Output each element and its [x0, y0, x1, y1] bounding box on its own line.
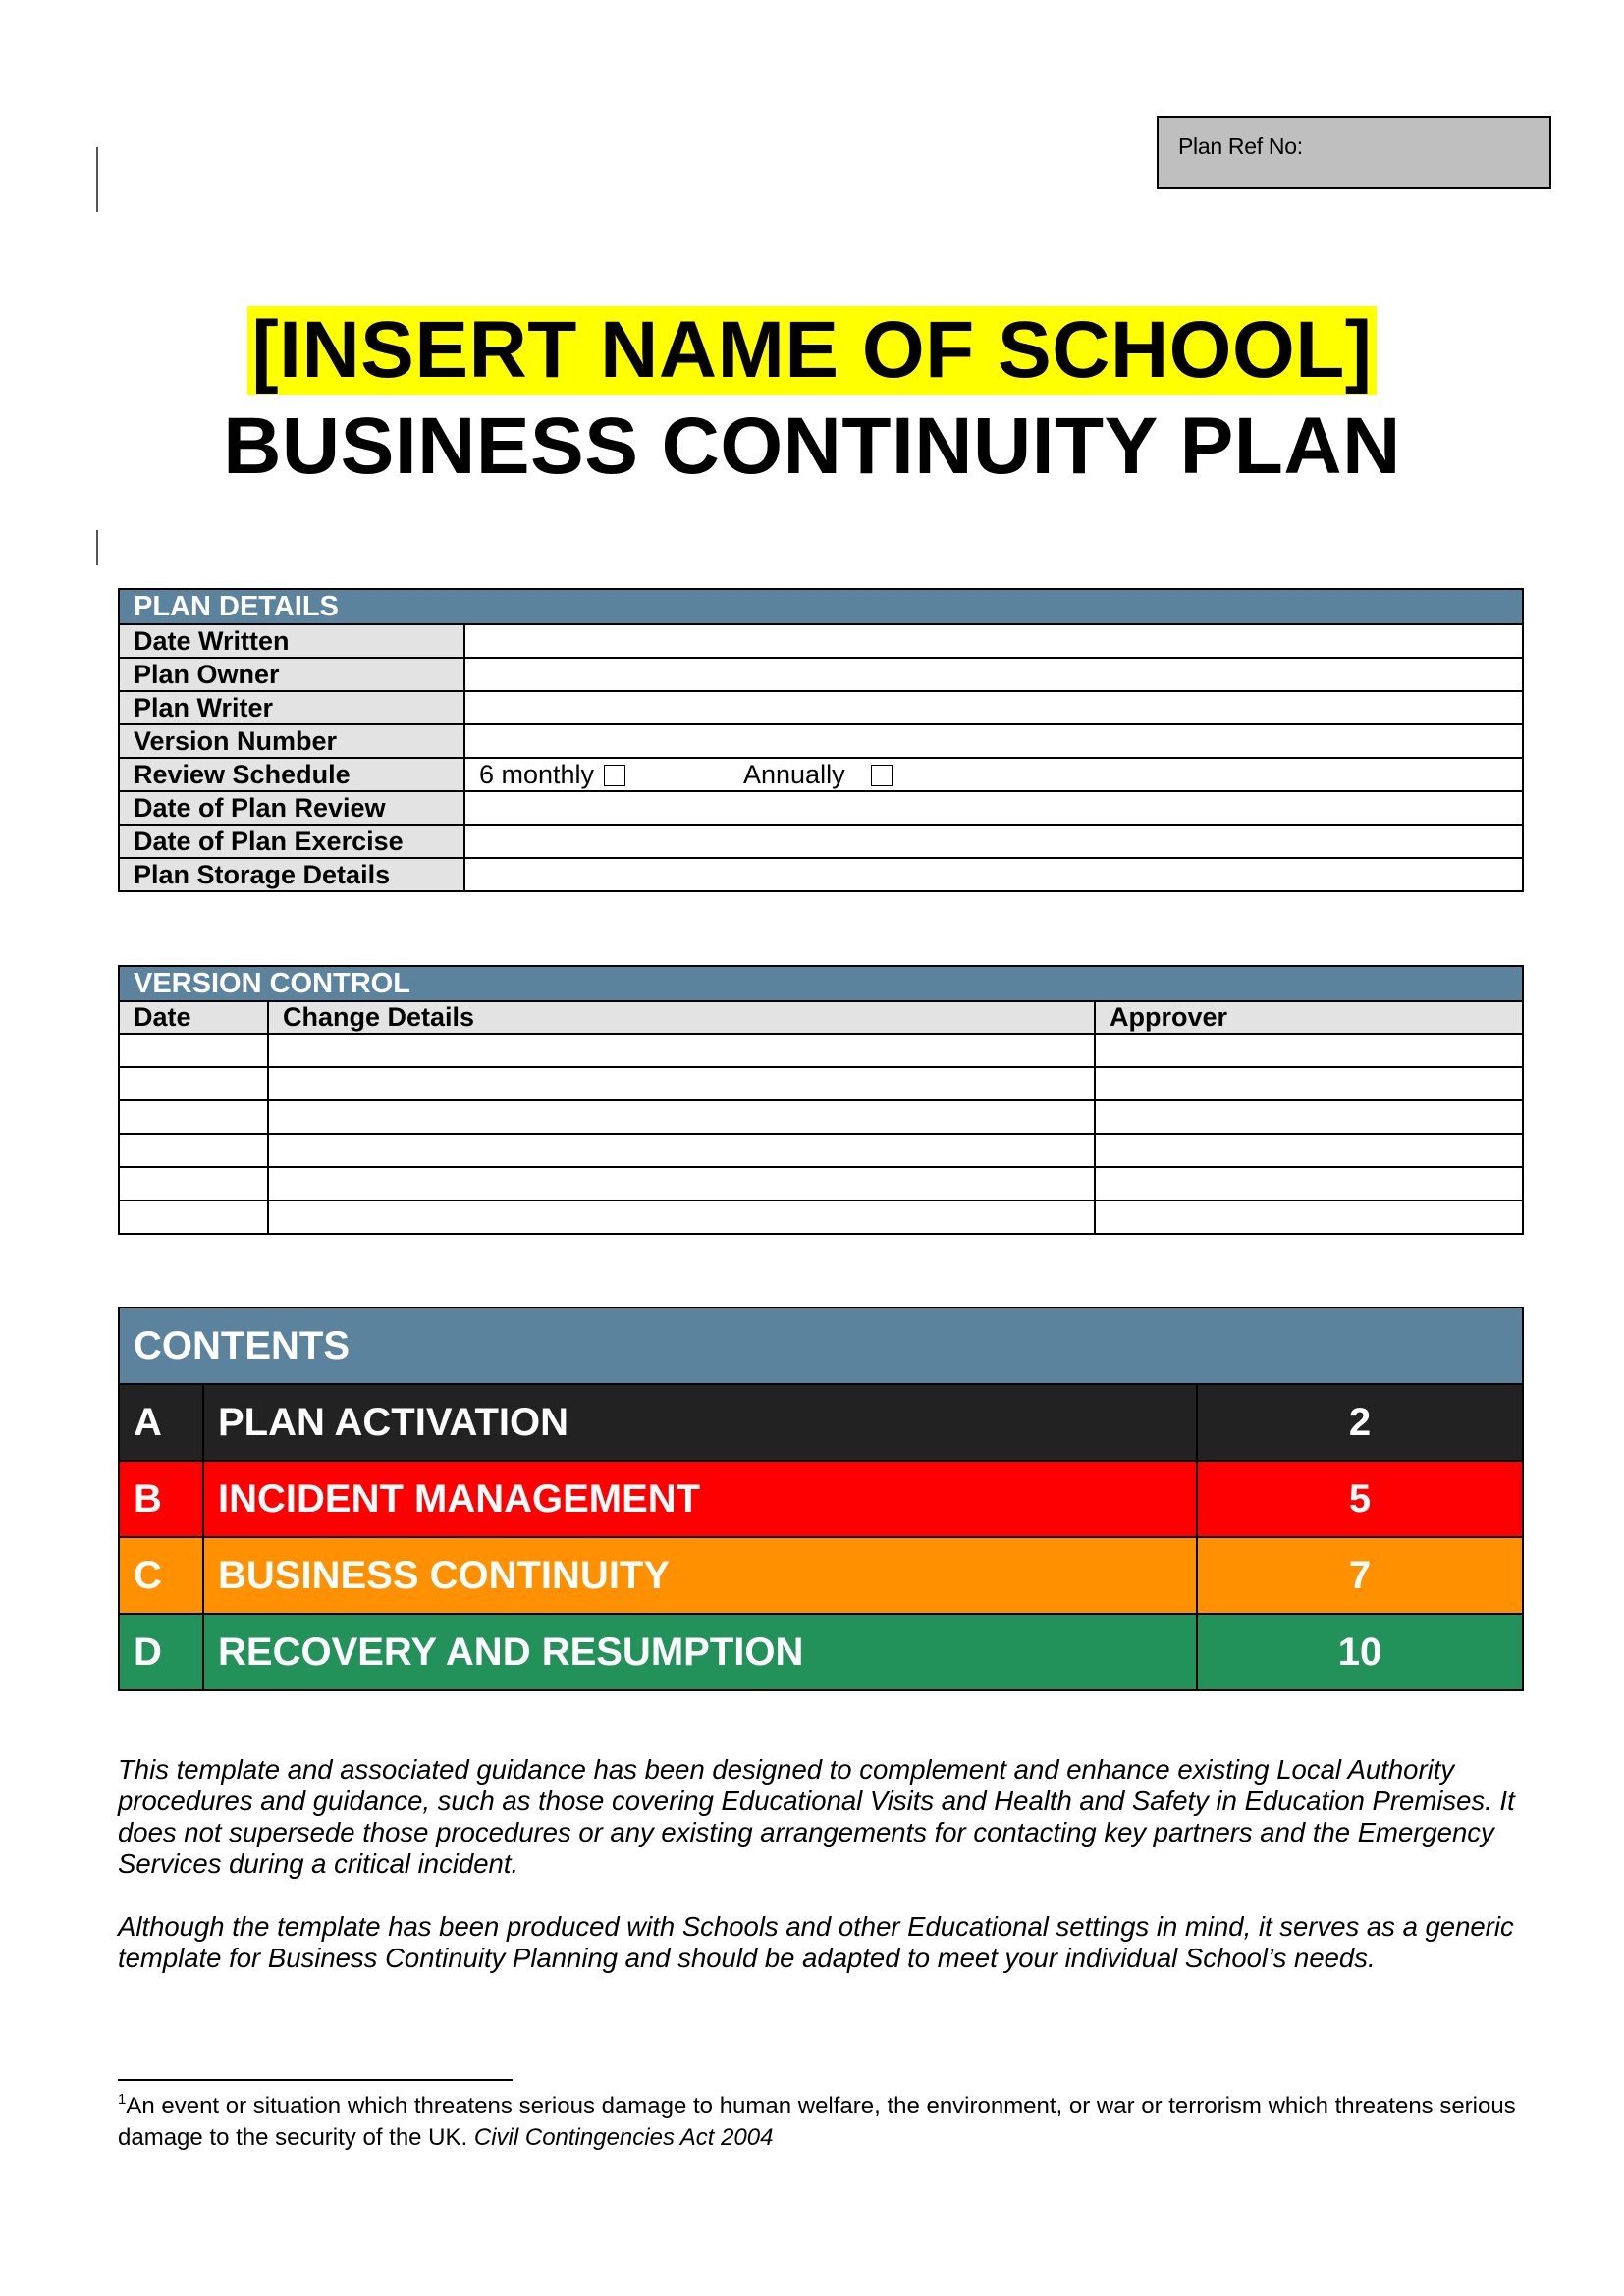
table-row [119, 1100, 1523, 1134]
column-header-approver: Approver [1095, 1001, 1523, 1034]
change-details-cell[interactable] [268, 1134, 1095, 1167]
approver-cell[interactable] [1095, 1034, 1523, 1067]
version-date-cell[interactable] [119, 1067, 268, 1100]
section-title: INCIDENT MANAGEMENT [203, 1461, 1197, 1537]
date-of-plan-review-field[interactable] [464, 791, 1523, 825]
margin-mark-top [96, 147, 98, 212]
date-of-plan-exercise-field[interactable] [464, 825, 1523, 858]
guidance-paragraph: Although the template has been produced with Schools and other Educational settings in mind, it serves as a generic template for Business Continuity Planning and should be adapted to meet your individual School’s needs. [118, 1911, 1514, 1973]
guidance-paragraph: This template and associated guidance has been designed to complement and enhance existing Local Authority procedures and guidance, such as those covering Educational Visits and Health and Safety in Education Premises. It does not supersede those procedures or any existing arrangements for contacting key partners and the Emergency Services during a critical incident. [118, 1754, 1515, 1879]
plan-details-table [118, 588, 1524, 892]
version-number-field[interactable] [464, 724, 1523, 758]
version-control-heading: VERSION CONTROL [119, 966, 1523, 1001]
plan-ref-box[interactable] [1157, 116, 1551, 189]
row-label-date-of-plan-exercise: Date of Plan Exercise [119, 825, 464, 858]
version-date-cell[interactable] [119, 1201, 268, 1234]
footnote-marker: 1 [118, 2091, 127, 2108]
version-date-cell[interactable] [119, 1100, 268, 1134]
margin-mark-middle [96, 530, 98, 565]
section-letter: B [119, 1461, 203, 1537]
section-title: RECOVERY AND RESUMPTION [203, 1614, 1197, 1690]
footnote-citation: Civil Contingencies Act 2004 [473, 2124, 774, 2151]
column-header-change-details: Change Details [268, 1001, 1095, 1034]
plan-writer-field[interactable] [464, 691, 1523, 724]
table-row [119, 1167, 1523, 1201]
approver-cell[interactable] [1095, 1134, 1523, 1167]
review-option-6-monthly-label: 6 monthly [479, 759, 595, 789]
version-date-cell[interactable] [119, 1134, 268, 1167]
contents-row-recovery-and-resumption[interactable] [119, 1614, 1523, 1690]
section-page-number: 5 [1197, 1461, 1523, 1537]
review-option-annually-label: Annually [743, 759, 845, 789]
plan-storage-details-field[interactable] [464, 858, 1523, 891]
section-title: PLAN ACTIVATION [203, 1384, 1197, 1461]
section-page-number: 7 [1197, 1537, 1523, 1614]
footnote-text: An event or situation which threatens serious damage to human welfare, the environment, or war or terrorism which threatens serious damage to the security of the UK. [118, 2093, 1516, 2151]
plan-title: BUSINESS CONTINUITY PLAN [223, 401, 1401, 491]
change-details-cell[interactable] [268, 1067, 1095, 1100]
school-name-placeholder: [INSERT NAME OF SCHOOL] [247, 306, 1376, 395]
contents-row-incident-management[interactable] [119, 1461, 1523, 1537]
contents-heading: CONTENTS [119, 1308, 1523, 1384]
table-row [119, 1067, 1523, 1100]
guidance-text [118, 1754, 1532, 2005]
change-details-cell[interactable] [268, 1167, 1095, 1201]
table-row [119, 1201, 1523, 1234]
footnote-separator [118, 2079, 513, 2081]
title-plan-wrap [0, 402, 1624, 491]
section-page-number: 2 [1197, 1384, 1523, 1461]
row-label-date-written: Date Written [119, 624, 464, 658]
change-details-cell[interactable] [268, 1034, 1095, 1067]
approver-cell[interactable] [1095, 1100, 1523, 1134]
row-label-version-number: Version Number [119, 724, 464, 758]
approver-cell[interactable] [1095, 1167, 1523, 1201]
title-school-wrap [0, 306, 1624, 395]
annually-checkbox[interactable] [871, 765, 893, 786]
row-label-date-of-plan-review: Date of Plan Review [119, 791, 464, 825]
review-schedule-field [464, 758, 1523, 791]
version-date-cell[interactable] [119, 1034, 268, 1067]
plan-owner-field[interactable] [464, 658, 1523, 691]
column-header-date: Date [119, 1001, 268, 1034]
change-details-cell[interactable] [268, 1201, 1095, 1234]
footnote [118, 2091, 1532, 2154]
date-written-field[interactable] [464, 624, 1523, 658]
section-title: BUSINESS CONTINUITY [203, 1537, 1197, 1614]
contents-table [118, 1307, 1524, 1691]
contents-row-business-continuity[interactable] [119, 1537, 1523, 1614]
version-control-table [118, 965, 1524, 1235]
six-monthly-checkbox[interactable] [604, 765, 625, 786]
row-label-plan-storage-details: Plan Storage Details [119, 858, 464, 891]
approver-cell[interactable] [1095, 1067, 1523, 1100]
change-details-cell[interactable] [268, 1100, 1095, 1134]
contents-row-plan-activation[interactable] [119, 1384, 1523, 1461]
table-row [119, 1134, 1523, 1167]
table-row [119, 1034, 1523, 1067]
section-letter: A [119, 1384, 203, 1461]
section-letter: C [119, 1537, 203, 1614]
plan-details-heading: PLAN DETAILS [119, 589, 1523, 624]
row-label-plan-writer: Plan Writer [119, 691, 464, 724]
plan-ref-label: Plan Ref No: [1178, 133, 1303, 159]
approver-cell[interactable] [1095, 1201, 1523, 1234]
row-label-plan-owner: Plan Owner [119, 658, 464, 691]
row-label-review-schedule: Review Schedule [119, 758, 464, 791]
section-page-number: 10 [1197, 1614, 1523, 1690]
version-date-cell[interactable] [119, 1167, 268, 1201]
section-letter: D [119, 1614, 203, 1690]
